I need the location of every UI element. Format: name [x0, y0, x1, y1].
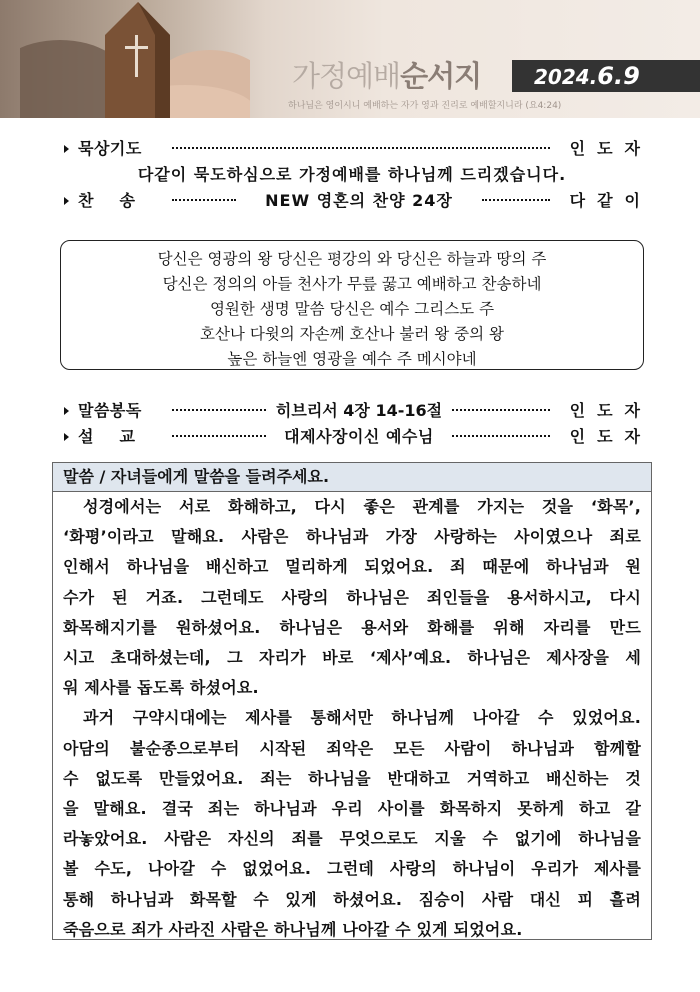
sermon-box: [52, 462, 652, 940]
title-light: 가정예배: [292, 59, 401, 93]
sermon-line: 인해서 하나님을 배신하고 멀리하게 되었어요. 죄 때문에 하나님과 원: [63, 557, 641, 577]
sermon-line: 시고 초대하셨는데, 그 자리가 바로 ‘제사’예요. 하나님은 제사장을 세: [63, 648, 641, 668]
bullet-icon: [64, 145, 69, 153]
order-reading-leader: 인도자: [569, 401, 652, 420]
order-hymn-text: NEW 영혼의 찬양 24장: [265, 191, 453, 210]
dot-leader: [172, 435, 266, 437]
order-sermon-text: 대제사장이신 예수님: [284, 427, 434, 446]
header-banner: [0, 0, 700, 118]
sermon-line: 과거 구약시대에는 제사를 통해서만 하나님께 나아갈 수 있었어요.: [83, 708, 641, 728]
hands-house-cross-icon: [20, 0, 250, 118]
lyric-line: 호산나 다윗의 자손께 호산나 불러 왕 중의 왕: [199, 325, 504, 343]
order-hymn-leader: 다같이: [569, 191, 652, 210]
dot-leader: [172, 147, 550, 149]
order-reading: [64, 398, 652, 424]
header-verse: 하나님은 영이시니 예배하는 자가 영과 진리로 예배할지니라 (요4:24): [288, 101, 562, 111]
sermon-line: 수 없도록 만들었어요. 죄는 하나님을 반대하고 거역하고 배신하는 것: [63, 768, 641, 788]
sermon-line: 볼 수도, 나아갈 수 없었어요. 그런데 사랑의 하나님이 우리가 제사를: [63, 859, 641, 879]
order-hymn-label: 찬송: [78, 191, 161, 210]
title-bold: 순서지: [400, 59, 482, 93]
sermon-line: ‘화평’이라고 말해요. 사람은 하나님과 가장 사랑하는 사이였으나 죄로: [63, 527, 641, 547]
order-sermon-leader: 인도자: [569, 427, 652, 446]
order-hymn: [64, 188, 652, 214]
order-prayer-label: 묵상기도: [78, 139, 142, 158]
lyric-line: 영원한 생명 말씀 당신은 예수 그리스도 주: [209, 300, 495, 318]
order-sermon: [64, 424, 652, 450]
date-day: 9: [623, 62, 640, 90]
bullet-icon: [64, 433, 69, 441]
sermon-line: 아담의 불순종으로부터 시작된 죄악은 모든 사람이 하나님과 함께할: [63, 738, 641, 758]
order-sermon-label: 설교: [78, 427, 161, 446]
sermon-line: 을 말해요. 결국 죄는 하나님과 우리 사이를 화목하지 못하게 하고 갈: [63, 799, 641, 819]
lyric-line: 높은 하늘엔 영광을 예수 주 메시야네: [227, 350, 477, 368]
order-reading-label: 말씀봉독: [78, 401, 142, 420]
bullet-icon: [64, 407, 69, 415]
dot-leader: [452, 409, 550, 411]
dot-leader: [482, 199, 550, 201]
lyric-line: 당신은 정의의 아들 천사가 무릎 꿇고 예배하고 찬송하네: [162, 275, 542, 293]
sermon-line: 통해 하나님과 화목할 수 있게 하셨어요. 짐승이 사람 대신 피 흘려: [63, 889, 641, 909]
prayer-text: 다같이 묵도하심으로 가정예배를 하나님께 드리겠습니다.: [137, 165, 567, 184]
sermon-line: 라놓았어요. 사람은 자신의 죄를 무엇으로도 지울 수 없기에 하나님을: [63, 829, 641, 849]
date-year: 2024.: [534, 65, 598, 89]
hymn-lyrics-box: [60, 240, 644, 370]
sermon-body: [53, 492, 651, 945]
sermon-line: 화목해지기를 원하셨어요. 하나님은 용서와 화해를 위해 자리를 만드: [63, 617, 641, 637]
sermon-line: 죽음으로 죄가 사라진 사람은 하나님께 나아갈 수 있게 되었어요.: [63, 919, 523, 939]
bullet-icon: [64, 197, 69, 205]
dot-leader: [172, 409, 266, 411]
date-badge: [512, 60, 700, 92]
order-prayer: [64, 136, 652, 162]
dot-leader: [452, 435, 550, 437]
dot-leader: [172, 199, 236, 201]
sermon-line: 워 제사를 돕도록 하셨어요.: [63, 678, 259, 698]
order-prayer-leader: 인도자: [569, 139, 652, 158]
sermon-line: 수가 된 거죠. 그런데도 사랑의 하나님은 죄인들을 용서하시고, 다시: [63, 587, 641, 607]
date-month: 6.: [597, 62, 624, 90]
sermon-line: 성경에서는 서로 화해하고, 다시 좋은 관계를 가지는 것을 ‘화목’,: [83, 497, 641, 516]
sermon-heading: 말씀 / 자녀들에게 말씀을 들려주세요.: [53, 463, 651, 492]
lyric-line: 당신은 영광의 왕 당신은 평강의 와 당신은 하늘과 땅의 주: [157, 250, 547, 268]
page-title: [292, 54, 481, 95]
order-reading-text: 히브리서 4장 14-16절: [275, 401, 443, 420]
